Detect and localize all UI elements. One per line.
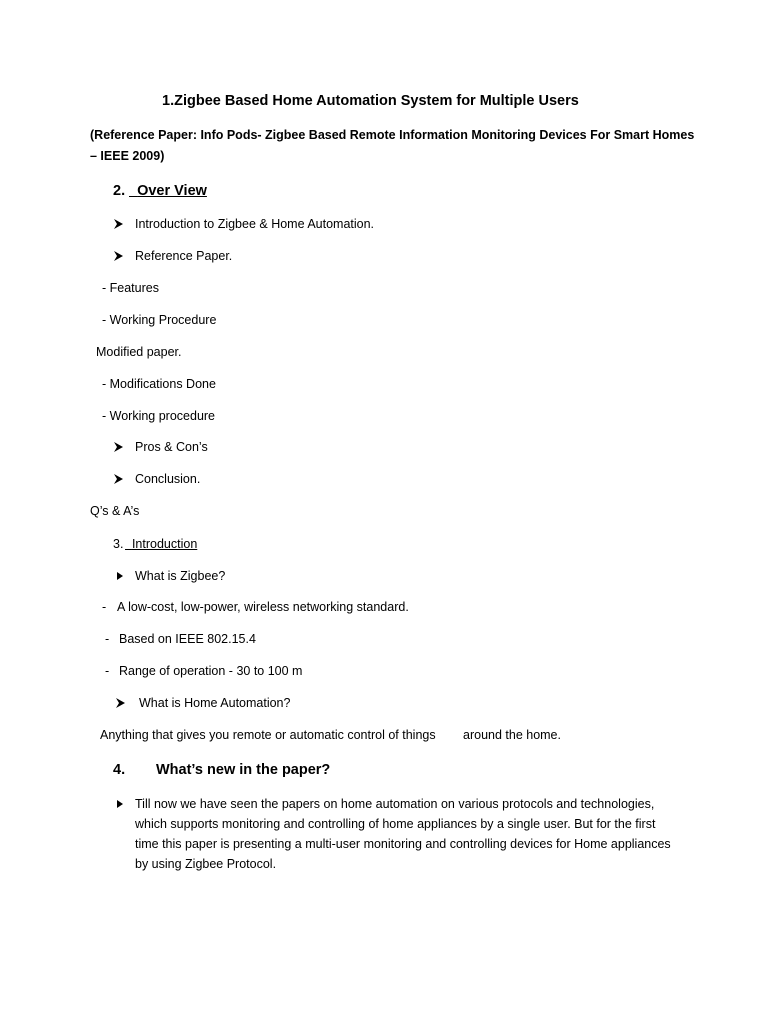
section-3-heading xyxy=(125,536,197,552)
overview-subitem: - Features xyxy=(102,281,159,295)
triangle-bullet-icon xyxy=(115,796,127,812)
overview-item: Introduction to Zigbee & Home Automation. xyxy=(135,217,375,231)
intro-dash: - xyxy=(105,632,110,646)
section-2-heading xyxy=(129,183,207,199)
overview-subitem: - Working procedure xyxy=(102,409,216,423)
overview-item: Reference Paper. xyxy=(135,249,233,263)
section-3-heading-text: Introduction xyxy=(131,537,198,551)
overview-item: Conclusion. xyxy=(135,472,201,486)
section-2-number: 2. xyxy=(113,183,126,199)
arrow-bullet-icon xyxy=(113,471,125,487)
intro-subitem: A low-cost, low-power, wireless networking standard. xyxy=(117,600,409,614)
section-2-heading-text: Over View xyxy=(137,183,207,199)
home-automation-definition-end: around the home. xyxy=(463,728,561,742)
reference-line-1: (Reference Paper: Info Pods- Zigbee Based Remote Information Monitoring Devices For Smart Homes xyxy=(90,128,695,142)
reference-line-2: – IEEE 2009) xyxy=(90,149,165,163)
overview-item: Pros & Con’s xyxy=(135,440,208,454)
overview-subitem: - Modifications Done xyxy=(102,377,216,391)
arrow-bullet-icon xyxy=(113,439,125,455)
arrow-bullet-icon xyxy=(115,695,127,711)
arrow-bullet-icon xyxy=(113,248,125,264)
whats-new-paragraph: Till now we have seen the papers on home automation on various protocols and technologies, which supports monitoring and controlling of home appliances by a single user. But for the first time this paper is presenting a multi-user monitoring and controlling devices for Home appliances by using Zigbee Protocol. xyxy=(135,797,671,871)
triangle-bullet-icon xyxy=(115,568,127,584)
section-4-number: 4. xyxy=(113,762,126,778)
arrow-bullet-icon xyxy=(113,216,125,232)
document-title: 1.Zigbee Based Home Automation System for Multiple Users xyxy=(162,93,579,109)
intro-dash: - xyxy=(105,664,110,678)
overview-subitem: - Working Procedure xyxy=(102,313,217,327)
overview-item: Modified paper. xyxy=(96,345,182,359)
overview-item: Q’s & A’s xyxy=(90,504,140,518)
intro-subitem: Based on IEEE 802.15.4 xyxy=(119,632,256,646)
home-automation-definition: Anything that gives you remote or automatic control of things xyxy=(100,728,436,742)
section-3-number: 3. xyxy=(113,537,124,551)
section-4-heading: What’s new in the paper? xyxy=(156,762,331,778)
intro-item: What is Zigbee? xyxy=(135,569,226,583)
intro-item: What is Home Automation? xyxy=(139,696,291,710)
intro-dash: - xyxy=(102,600,107,614)
intro-subitem: Range of operation - 30 to 100 m xyxy=(119,664,303,678)
